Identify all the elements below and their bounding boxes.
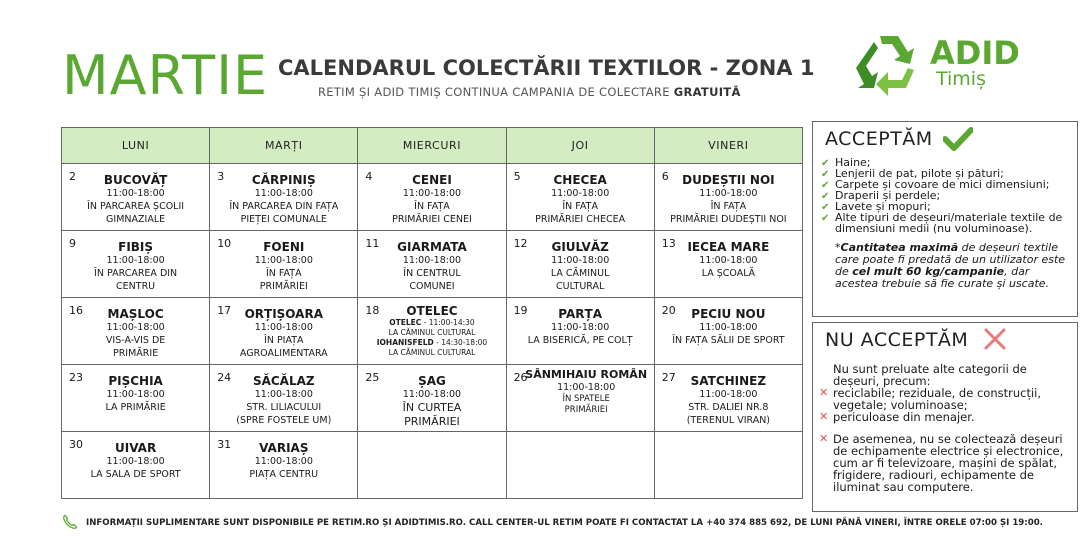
locality-name: UIVAR [114, 441, 157, 455]
calendar-day-cell [654, 365, 802, 432]
calendar-day-cell [506, 298, 654, 365]
locality-name: ȘAG [418, 374, 446, 388]
subtitle-free-label: GRATUITĂ [673, 85, 741, 99]
sub-location-name: IOHANISFELD [376, 338, 434, 347]
collection-location: PRIMĂRIEI CHECEA [535, 214, 626, 225]
subtitle-text: RETIM ȘI ADID TIMIȘ CONTINUA CAMPANIA DE COLECTARE [318, 85, 674, 99]
locality-name: PARȚA [558, 307, 602, 321]
day-number: 4 [365, 170, 373, 183]
collection-location: PRIMĂRIEI CENEI [392, 214, 472, 225]
note-bold-text: Cantitatea maximă [840, 241, 959, 254]
collection-hours: 11:00-18:00 [699, 255, 758, 266]
logo-name: ADID [930, 34, 1020, 72]
cross-icon: ✕ [819, 432, 829, 445]
calendar-day-cell [62, 365, 210, 432]
collection-hours: 11:00-18:00 [551, 322, 610, 333]
collection-location: PRIMĂRIEI [404, 415, 460, 428]
month-heading: MARTIE [62, 44, 269, 107]
check-icon: ✔ [821, 169, 830, 180]
calendar-day-cell [506, 365, 654, 432]
calendar-week-row [62, 365, 803, 432]
collection-hours: 11:00-18:00 [254, 389, 313, 400]
locality-name: SÂNMIHAIU ROMÂN [525, 368, 648, 381]
day-number: 31 [217, 438, 232, 451]
day-number: 26 [513, 371, 528, 384]
note-bold-text: cel mult 60 kg/campanie [852, 265, 1005, 278]
weekday-header: JOI [506, 128, 654, 164]
sub-location-schedule [362, 338, 501, 348]
calendar-day-cell [62, 164, 210, 231]
collection-location: (TERENUL VIRAN) [686, 415, 771, 426]
footer-text: INFORMAȚII SUPLIMENTARE SUNT DISPONIBILE PE RETIM.RO ȘI ADIDTIMIS.RO. CALL CENTER-UL RETIM POATE FI CONTACTAT LA +40 374 885 692, DE LUNI PÂNĂ VINERI, ÎNTRE ORELE 07:00 ȘI 19:00. [86, 518, 1043, 528]
calendar-empty-cell [358, 432, 506, 499]
locality-name: CHECEA [553, 173, 607, 187]
calendar-day-cell [62, 298, 210, 365]
accepted-item-text: Lenjerii de pat, pilote și pături; [835, 167, 1004, 180]
day-number: 24 [217, 371, 232, 384]
collection-location: CULTURAL [555, 281, 605, 292]
collection-location: ÎN PARCAREA ȘCOLII [87, 201, 185, 212]
page-title: CALENDARUL COLECTĂRII TEXTILOR - ZONA 1 [278, 56, 815, 80]
collection-hours: 11:00-18:00 [254, 255, 313, 266]
locality-name: PIȘCHIA [108, 374, 163, 388]
calendar-day-cell [506, 164, 654, 231]
day-number: 17 [217, 304, 232, 317]
collection-location: ÎN FAȚA [414, 201, 450, 212]
locality-name: CĂRPINIȘ [251, 173, 316, 187]
day-number: 6 [661, 170, 669, 183]
check-icon: ✔ [821, 191, 830, 202]
calendar-day-cell [654, 164, 802, 231]
collection-location: ÎN FAȚA [710, 201, 747, 212]
collection-location: LA SALA DE SPORT [90, 469, 181, 480]
weekday-header-row [62, 128, 803, 164]
collection-hours: 11:00-18:00 [254, 456, 313, 467]
collection-location: ÎN CURTEA [402, 401, 462, 414]
collection-location: LA PRIMĂRIE [105, 402, 166, 413]
calendar-day-cell [62, 231, 210, 298]
day-number: 20 [661, 304, 676, 317]
calendar-day-cell [62, 432, 210, 499]
locality-name: OTELEC [406, 304, 458, 318]
day-number: 27 [661, 371, 676, 384]
sub-location-schedule [362, 318, 501, 328]
collection-hours: 11:00-18:00 [557, 382, 616, 393]
sub-location-name: OTELEC [389, 318, 422, 327]
cross-icon: ✕ [819, 386, 829, 399]
collection-location: PIEȚEI COMUNALE [240, 214, 327, 225]
calendar-week-row [62, 298, 803, 365]
collection-location: LA ȘCOALĂ [701, 268, 756, 279]
calendar-day-cell [210, 365, 358, 432]
locality-name: BUCOVĂȚ [103, 173, 168, 187]
accepted-heading: ACCEPTĂM [825, 128, 933, 150]
collection-location: PRIMĂRIEI [564, 405, 608, 415]
collection-location: ÎN SPATELE [562, 394, 610, 404]
locality-name: PECIU NOU [691, 307, 766, 321]
day-number: 30 [69, 438, 83, 451]
rejected-items-panel [812, 322, 1078, 512]
list-item [819, 433, 1071, 493]
collection-hours: 11:00-18:00 [106, 322, 165, 333]
sub-location-place: LA CĂMINUL CULTURAL [388, 348, 476, 357]
collection-location: ÎN FAȚA SĂLII DE SPORT [672, 335, 785, 346]
collection-location: PRIMĂRIEI DUDEȘTII NOI [670, 214, 787, 225]
day-number: 23 [69, 371, 83, 384]
locality-name: SATCHINEZ [690, 374, 767, 388]
calendar-day-cell [654, 231, 802, 298]
weekday-header: LUNI [62, 128, 210, 164]
calendar-day-cell [506, 231, 654, 298]
collection-hours: 11:00-18:00 [106, 188, 165, 199]
collection-hours: 11:00-18:00 [699, 322, 758, 333]
collection-hours: 11:00-18:00 [699, 188, 758, 199]
locality-name: CENEI [412, 173, 452, 187]
collection-hours: 11:00-18:00 [402, 188, 462, 199]
day-number: 13 [661, 237, 676, 250]
collection-location: (SPRE FOSTELE UM) [236, 415, 332, 426]
locality-name: FOENI [263, 240, 305, 254]
collection-location: STR. LILIACULUI [246, 402, 322, 413]
collection-location: PIAȚA CENTRU [249, 469, 319, 480]
weekday-header: VINERI [654, 128, 802, 164]
day-number: 19 [513, 304, 528, 317]
calendar-day-cell [358, 298, 506, 365]
check-icon: ✔ [821, 213, 830, 224]
collection-hours: 11:00-18:00 [402, 255, 462, 266]
check-icon: ✔ [821, 158, 830, 169]
accepted-item-text: Alte tipuri de deșeuri/materiale textile de dimensiuni medii (nu voluminoase). [835, 211, 1063, 235]
collection-location: CENTRU [116, 281, 156, 292]
accepted-item-text: Lavete și mopuri; [835, 200, 931, 213]
calendar-day-cell [358, 365, 506, 432]
day-number: 18 [365, 304, 380, 317]
check-icon: ✔ [821, 202, 830, 213]
weekday-header: MARȚI [210, 128, 358, 164]
locality-name: IECEA MARE [687, 240, 770, 254]
locality-name: MAȘLOC [107, 307, 164, 321]
collection-location: GIMNAZIALE [106, 214, 166, 225]
collection-location: LA BISERICĂ, PE COLȚ [527, 335, 633, 346]
day-number: 12 [513, 237, 528, 250]
day-number: 10 [217, 237, 232, 250]
collection-hours: 11:00-18:00 [699, 389, 758, 400]
collection-location: ÎN FAȚA [265, 268, 302, 279]
sub-location-hours: - 14:30-18:00 [433, 338, 488, 347]
collection-location: ÎN FAȚA [562, 201, 598, 212]
calendar-week-row [62, 432, 803, 499]
collection-location: ÎN PARCAREA DIN [94, 268, 178, 279]
rejected-item-text: reciclabile; reziduale, de construcții, vegetale; voluminoase; [833, 386, 1041, 412]
collection-location: VIS-A-VIS DE [105, 335, 166, 346]
locality-name: GIARMATA [397, 240, 467, 254]
collection-hours: 11:00-18:00 [106, 456, 165, 467]
rejected-intro: Nu sunt preluate alte categorii de deșeuri, precum: [833, 362, 1027, 388]
locality-name: DUDEȘTII NOI [682, 173, 775, 187]
collection-hours: 11:00-18:00 [402, 389, 462, 400]
rejected-items-text [819, 363, 1071, 493]
collection-location: STR. DALIEI NR.8 [688, 402, 769, 413]
rejected-heading: NU ACCEPTĂM [825, 329, 969, 351]
collection-hours: 11:00-18:00 [551, 188, 610, 199]
collection-hours: 11:00-18:00 [551, 255, 610, 266]
calendar-day-cell [654, 298, 802, 365]
cross-icon: ✕ [819, 410, 829, 423]
collection-location: AGROALIMENTARA [239, 348, 328, 359]
locality-name: VARIAȘ [259, 441, 309, 455]
calendar-day-cell [210, 432, 358, 499]
collection-location: ÎN PARCAREA DIN FAȚA [229, 201, 339, 212]
check-icon: ✔ [821, 180, 830, 191]
day-number: 2 [69, 170, 76, 183]
collection-calendar [61, 127, 803, 499]
collection-hours: 11:00-18:00 [106, 389, 165, 400]
note-text: , dar acestea trebuie să fie curate și uscate. [835, 265, 1050, 290]
rejected-electronics-text: De asemenea, nu se colectează deșeuri de echipamente electrice și electronice, cum ar fi televizoare, mașini de spălat, frigidere, radiouri, echipamente de iluminat sau computere. [833, 432, 1064, 494]
red-cross-icon [983, 327, 1007, 351]
sub-location-place: LA CĂMINUL CULTURAL [388, 328, 476, 337]
calendar-empty-cell [654, 432, 802, 499]
day-number: 16 [69, 304, 83, 317]
collection-location: ÎN CENTRUL [403, 268, 461, 279]
list-item [819, 212, 1069, 234]
day-number: 25 [365, 371, 380, 384]
note-asterisk: * [835, 241, 841, 254]
accepted-item-text: Carpete și covoare de mici dimensiuni; [835, 178, 1050, 191]
locality-name: FIBIȘ [118, 240, 154, 254]
phone-icon [62, 514, 78, 530]
collection-location: LA CĂMINUL [550, 268, 610, 279]
collection-hours: 11:00-18:00 [254, 322, 313, 333]
day-number: 9 [69, 237, 76, 250]
locality-name: ORȚIȘOARA [244, 307, 323, 321]
sub-location-hours: - 11:00-14:30 [421, 318, 475, 327]
accepted-items-panel [812, 121, 1078, 317]
accepted-items-list [819, 157, 1069, 290]
note-text: de deșeuri textile care poate fi predată de un utilizator este de [835, 241, 1066, 278]
locality-name: GIULVĂZ [551, 240, 609, 254]
day-number: 11 [365, 237, 380, 250]
calendar-day-cell [358, 231, 506, 298]
collection-hours: 11:00-18:00 [106, 255, 165, 266]
collection-location: PRIMĂRIE [112, 348, 159, 359]
collection-location: PRIMĂRIEI [259, 281, 308, 292]
weekday-header: MIERCURI [358, 128, 506, 164]
green-check-icon [943, 127, 973, 151]
max-quantity-note [819, 242, 1069, 290]
calendar-day-cell [210, 164, 358, 231]
accepted-item-text: Draperii și perdele; [835, 189, 941, 202]
page-subtitle [318, 85, 741, 99]
collection-hours: 11:00-18:00 [254, 188, 313, 199]
collection-location: ÎN PIAȚA [264, 335, 304, 346]
calendar-day-cell [358, 164, 506, 231]
rejected-item-text: periculoase din menajer. [833, 410, 975, 424]
calendar-week-row [62, 231, 803, 298]
calendar-day-cell [210, 231, 358, 298]
list-item [819, 387, 1071, 411]
calendar-empty-cell [506, 432, 654, 499]
calendar-week-row [62, 164, 803, 231]
locality-name: SĂCĂLAZ [252, 374, 315, 388]
day-number: 5 [513, 170, 521, 183]
list-item [819, 411, 1071, 423]
calendar-day-cell [210, 298, 358, 365]
day-number: 3 [217, 170, 225, 183]
collection-location: COMUNEI [409, 281, 455, 292]
logo-region: Timiș [936, 68, 986, 90]
accepted-item-text: Haine; [835, 156, 871, 169]
